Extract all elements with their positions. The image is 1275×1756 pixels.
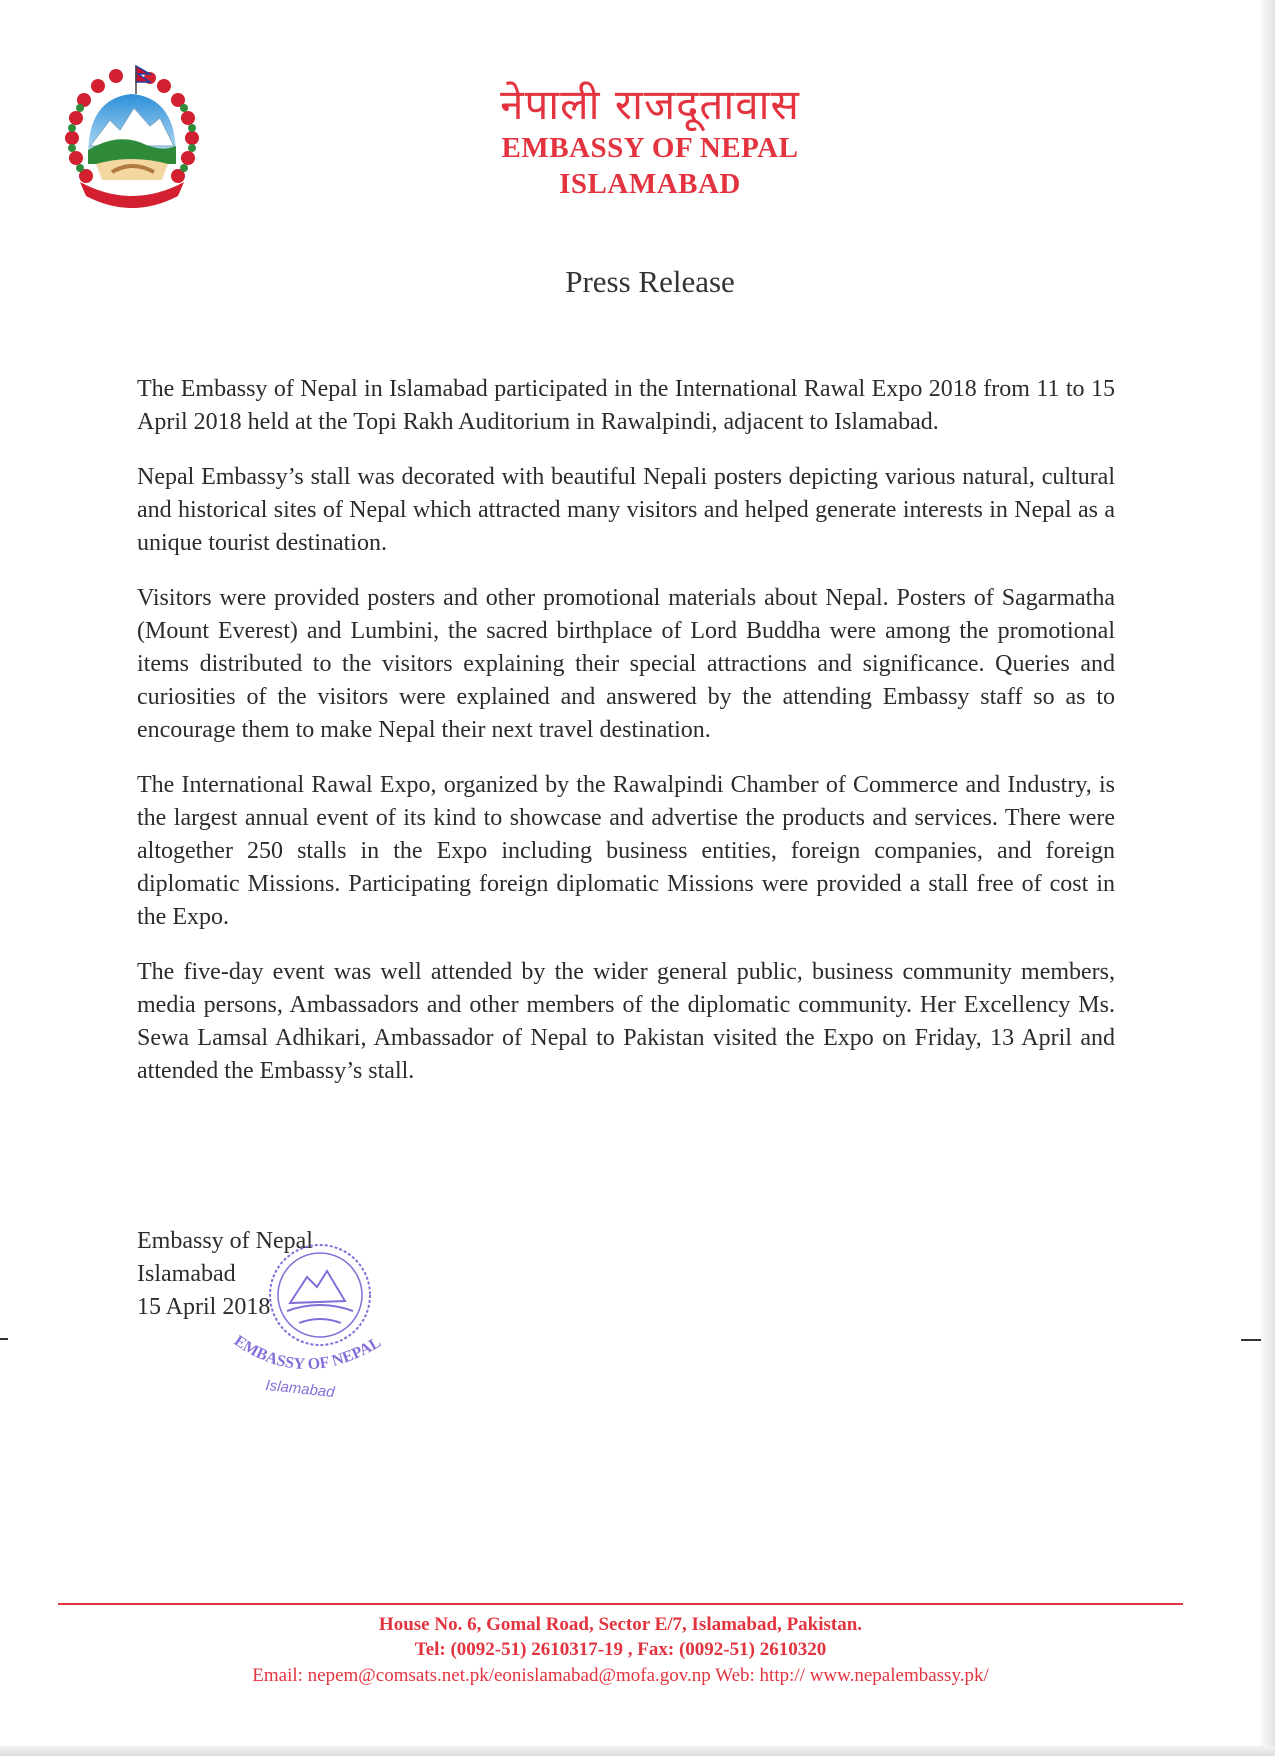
letterhead-english-name: EMBASSY OF NEPAL xyxy=(501,132,799,164)
signoff-organization: Embassy of Nepal xyxy=(137,1228,313,1254)
letterhead-city: ISLAMABAD xyxy=(559,168,741,200)
nepal-coat-of-arms-icon xyxy=(58,60,210,220)
footer-phone-fax: Tel: (0092-51) 2610317-19 , Fax: (0092-51) 2610320 xyxy=(414,1639,827,1660)
body-paragraph: The International Rawal Expo, organized by the Rawalpindi Chamber of Commerce and Industry, is the largest annual event of its kind to showcase and advertise the products and services. There were altogether 250 stalls in the Expo including business entities, foreign companies, and foreign diplomatic Missions. Participating foreign diplomatic Missions were provided a stall free of cost in the Expo. xyxy=(137,772,1115,930)
stamp-text-top: EMBASSY OF NEPAL xyxy=(230,1332,384,1374)
footer-divider xyxy=(58,1603,1183,1605)
scan-mark-left xyxy=(0,1338,8,1340)
letterhead xyxy=(370,80,930,202)
embassy-seal-stamp-icon xyxy=(215,1225,395,1405)
stamp-text-bottom: Islamabad xyxy=(264,1376,336,1402)
body-paragraph: The five-day event was well attended by the wider general public, business community members, media persons, Ambassadors and other members of the diplomatic community. Her Excellency Ms. Sewa Lamsal Adhikari, Ambassador of Nepal to Pakistan visited the Expo on Friday, 13 April and attended the Embassy’s stall. xyxy=(137,959,1115,1084)
signoff-city: Islamabad xyxy=(137,1261,236,1287)
scan-mark-right xyxy=(1241,1339,1261,1341)
body-paragraph: Visitors were provided posters and other promotional materials about Nepal. Posters of Sagarmatha (Mount Everest) and Lumbini, the sacred birthplace of Lord Buddha were among the promotional items distributed to the visitors explaining their special attractions and significance. Queries and curiosities of the visitors were explained and answered by the attending Embassy staff so as to encourage them to make Nepal their next travel destination. xyxy=(137,585,1115,743)
footer xyxy=(58,1612,1183,1689)
document-title: Press Release xyxy=(565,264,735,299)
document-body xyxy=(137,373,1115,1110)
body-paragraph: Nepal Embassy’s stall was decorated with beautiful Nepali posters depicting various natural, cultural and historical sites of Nepal which attracted many visitors and helped generate interests in Nepal as a unique tourist destination. xyxy=(137,464,1115,556)
scan-edge-right xyxy=(1261,0,1275,1756)
scan-edge-bottom xyxy=(0,1746,1275,1756)
svg-text:EMBASSY OF NEPAL xyxy=(231,1332,384,1373)
letterhead-nepali-name: नेपाली राजदूतावास xyxy=(500,80,800,129)
body-paragraph: The Embassy of Nepal in Islamabad participated in the International Rawal Expo 2018 from 11 to 15 April 2018 held at the Topi Rakh Auditorium in Rawalpindi, adjacent to Islamabad. xyxy=(137,376,1115,435)
footer-email-web: Email: nepem@comsats.net.pk/eonislamabad@mofa.gov.np Web: http:// www.nepalembassy.pk/ xyxy=(252,1665,989,1686)
signoff-date: 15 April 2018 xyxy=(137,1294,271,1320)
footer-address: House No. 6, Gomal Road, Sector E/7, Islamabad, Pakistan. xyxy=(378,1614,863,1635)
